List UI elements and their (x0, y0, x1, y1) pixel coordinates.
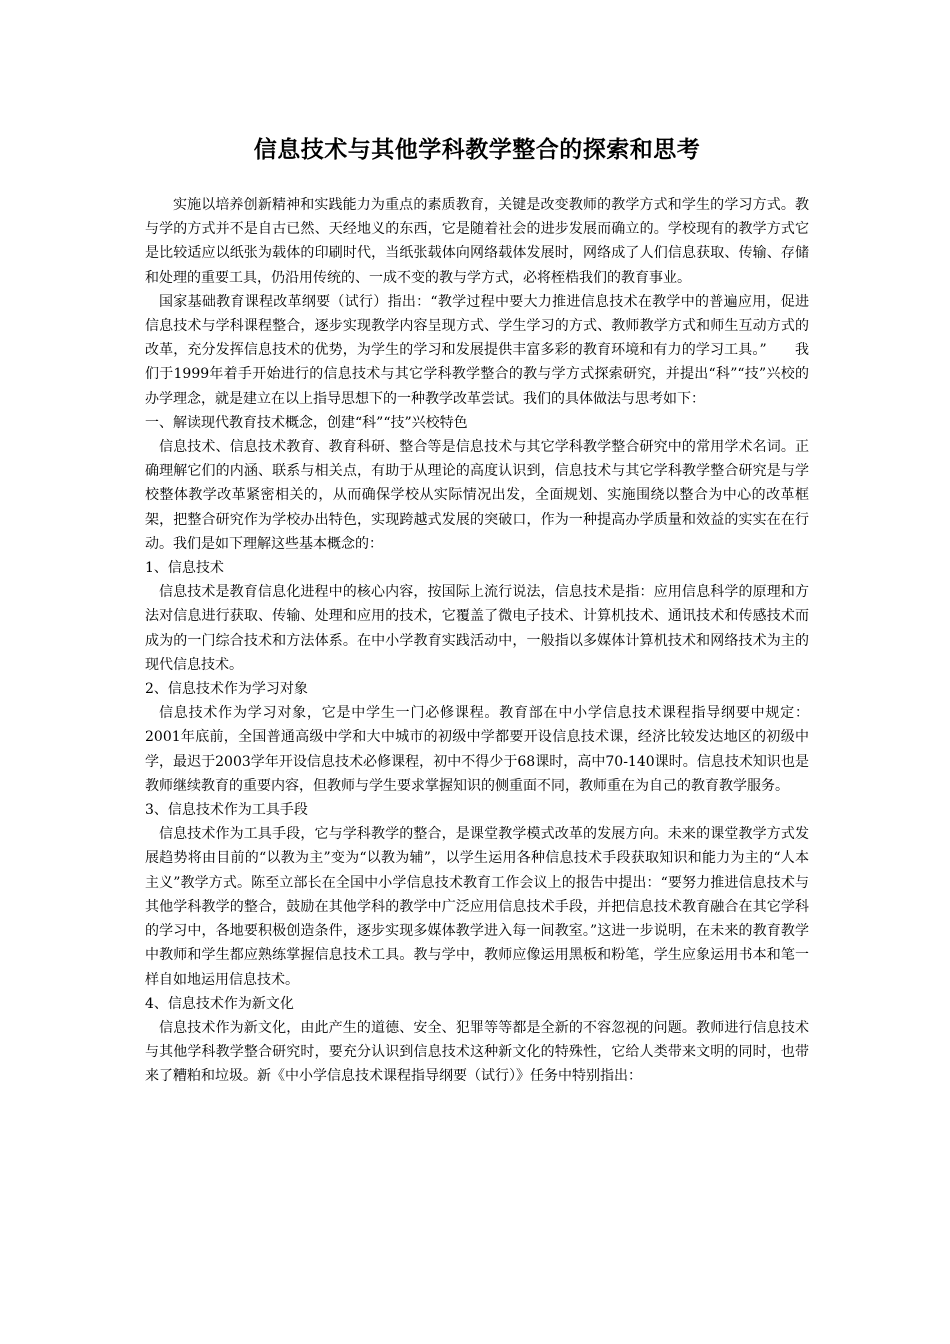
paragraph-intro: 实施以培养创新精神和实践能力为重点的素质教育，关键是改变教师的教学方式和学生的学习方式。教与学的方式并不是自古已然、天经地义的东西，它是随着社会的进步发展而确立的。学校现有的教学方式它是比较适应以纸张为载体的印刷时代，当纸张载体向网络载体发展时，网络成了人们信息获取、传输、存储和处理的重要工具，仍沿用传统的、一成不变的教与学方式，必将桎梏我们的教育事业。 (145, 197, 809, 286)
subsection-heading-3: 3、信息技术作为工具手段 (145, 802, 308, 819)
paragraph-it-culture: 信息技术作为新文化，由此产生的道德、安全、犯罪等等都是全新的不容忽视的问题。教师进行信息技术与其他学科教学整合研究时，要充分认识到信息技术这种新文化的特殊性，它给人类带来文明的同时，也带来了糟粕和垃圾。新《中小学信息技术课程指导纲要（试行）》任务中特别指出： (145, 1019, 809, 1085)
document-page (145, 130, 809, 1089)
document-body (145, 193, 809, 1089)
paragraph-it-learning-object: 信息技术作为学习对象，它是中学生一门必修课程。教育部在中小学信息技术课程指导纲要中规定：2001年底前，全国普通高级中学和大中城市的初级中学都要开设信息技术课，经济比较发达地区的初级中学，最迟于2003学年开设信息技术必修课程，初中不得少于68课时，高中70-140课时。信息技术知识也是教师继续教育的重要内容，但教师与学生要求掌握知识的侧重面不同，教师重在为自己的教育教学服务。 (145, 705, 809, 794)
paragraph-concepts: 信息技术、信息技术教育、教育科研、整合等是信息技术与其它学科教学整合研究中的常用学术名词。正确理解它们的内涵、联系与相关点，有助于从理论的高度认识到，信息技术与其它学科教学整合研究是与学校整体教学改革紧密相关的，从而确保学校从实际情况出发，全面规划、实施围绕以整合为中心的改革框架，把整合研究作为学校办出特色，实现跨越式发展的突破口，作为一种提高办学质量和效益的实实在在行动。我们是如下理解这些基本概念的： (145, 439, 809, 552)
section-heading-1: 一、解读现代教育技术概念，创建“科”“技”兴校特色 (145, 414, 468, 431)
paragraph-it-definition: 信息技术是教育信息化进程中的核心内容，按国际上流行说法，信息技术是指：应用信息科学的原理和方法对信息进行获取、传输、处理和应用的技术，它覆盖了微电子技术、计算机技术、通讯技术和传感技术而成为的一门综合技术和方法体系。在中小学教育实践活动中，一般指以多媒体计算机技术和网络技术为主的现代信息技术。 (145, 584, 809, 673)
subsection-heading-1: 1、信息技术 (145, 560, 224, 577)
paragraph-it-tool: 信息技术作为工具手段，它与学科教学的整合，是课堂教学模式改革的发展方向。未来的课堂教学方式发展趋势将由目前的“以教为主”变为“以教为辅”，以学生运用各种信息技术手段获取知识和能力为主的“人本主义”教学方式。陈至立部长在全国中小学信息技术教育工作会议上的报告中提出：“要努力推进信息技术与其他学科教学的整合，鼓励在其他学科的教学中广泛应用信息技术手段，并把信息技术教育融合在其它学科的学习中，各地要积极创造条件，逐步实现多媒体教学进入每一间教室。”这进一步说明，在未来的教育教学中教师和学生都应熟练掌握信息技术工具。教与学中，教师应像运用黑板和粉笔，学生应象运用书本和笔一样自如地运用信息技术。 (145, 826, 809, 988)
subsection-heading-2: 2、信息技术作为学习对象 (145, 681, 308, 698)
document-title: 信息技术与其他学科教学整合的探索和思考 (253, 137, 701, 163)
subsection-heading-4: 4、信息技术作为新文化 (145, 995, 294, 1012)
paragraph-curriculum-reform: 国家基础教育课程改革纲要（试行）指出：“教学过程中要大力推进信息技术在教学中的普遍应用，促进信息技术与学科课程整合，逐步实现教学内容呈现方式、学生学习的方式、教师教学方式和师生互动方式的改革，充分发挥信息技术的优势，为学生的学习和发展提供丰富多彩的教育环境和有力的学习工具。” 我们于1999年着手开始进行的信息技术与其它学科教学整合的教与学方式探索研究，并提出“科”“技”兴校的办学理念，就是建立在以上指导思想下的一种教学改革尝试。我们的具体做法与思考如下： (145, 293, 809, 407)
